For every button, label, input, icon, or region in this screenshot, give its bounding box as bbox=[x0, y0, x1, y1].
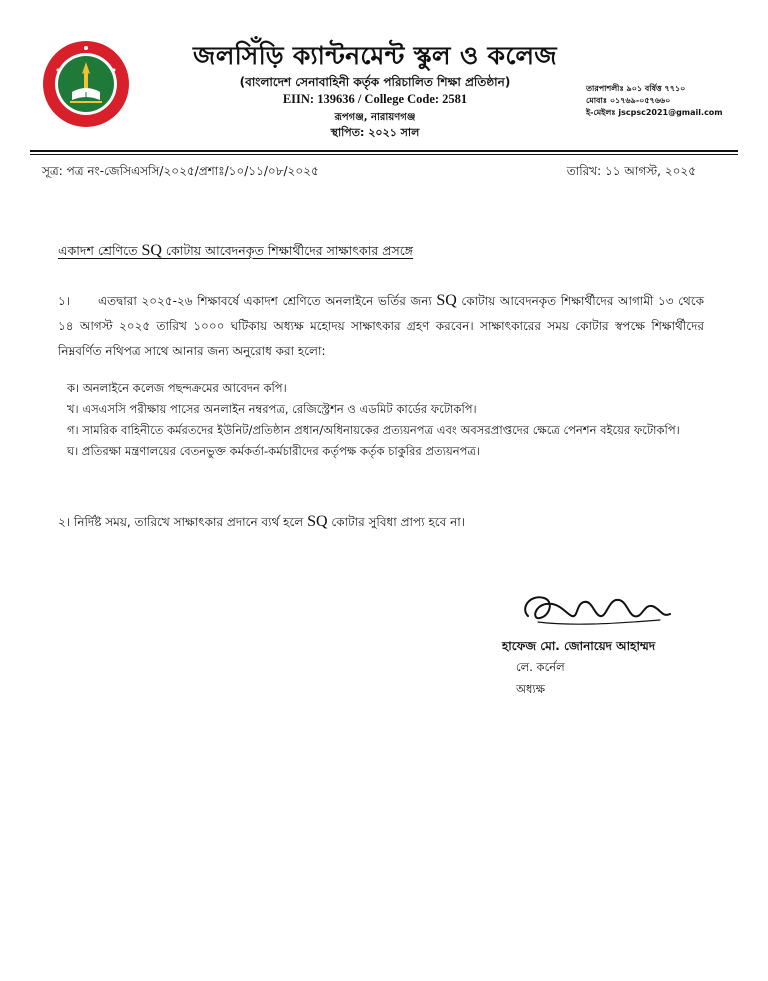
paragraph-2-text-a: ২। নির্দিষ্ট সময়, তারিখে সাক্ষাৎকার প্রদানে ব্যর্থ হলে bbox=[58, 515, 308, 529]
school-name: জলসিঁড়ি ক্যান্টনমেন্ট স্কুল ও কলেজ bbox=[193, 41, 557, 70]
list-item: ক। অনলাইনে কলেজ পছন্দক্রমের আবেদন কপি। bbox=[67, 381, 287, 395]
signatory-rank: লে. কর্নেল bbox=[516, 660, 565, 674]
mobile-line: মোবাঃ ০১৭৬৯-০৫৭৬৬০ bbox=[586, 96, 671, 105]
list-item: ঘ। প্রতিরক্ষা মন্ত্রণালয়ের বেতনভুক্ত কর্মকর্তা-কর্মচারীদের কর্তৃপক্ষ কর্তৃক চাকুরির প্রত্যয়নপত্র। bbox=[67, 444, 480, 458]
paragraph-1-number: ১। bbox=[58, 294, 71, 308]
paragraph-1 bbox=[58, 288, 704, 364]
school-subtitle: (বাংলাদেশ সেনাবাহিনী কর্তৃক পরিচালিত শিক্ষা প্রতিষ্ঠান) bbox=[239, 75, 511, 89]
subject-post: কোটায় আবেদনকৃত শিক্ষার্থীদের সাক্ষাৎকার প্রসঙ্গে bbox=[161, 243, 414, 258]
eiin-code: EIIN: 139636 / College Code: 2581 bbox=[282, 92, 468, 106]
paragraph-1-sq: SQ bbox=[436, 292, 457, 309]
document-list bbox=[67, 378, 707, 462]
paragraph-2-text-b: কোটার সুবিধা প্রাপ্য হবে না। bbox=[327, 515, 465, 529]
subject-sq: SQ bbox=[141, 242, 162, 259]
paragraph-2-sq: SQ bbox=[307, 513, 328, 530]
list-item: গ। সামরিক বাহিনীতে কর্মরতদের ইউনিট/প্রতিষ্ঠান প্রধান/অধিনায়কের প্রত্যয়নপত্র এবং অবসরপ্রাপ্তদের ক্ষেত্রে পেনশন বইয়ের ফটোকপি। bbox=[67, 423, 680, 437]
signatory-title: অধ্যক্ষ bbox=[516, 682, 546, 696]
school-logo bbox=[42, 40, 130, 128]
email-line: ই-মেইলঃ jscpsc2021@gmail.com bbox=[586, 108, 723, 117]
paragraph-1-text-b: কোটায় আবেদনকৃত শিক্ষার্থীদের আগামী ১৩ থেকে ১৪ আগস্ট ২০২৫ তারিখ ১০০০ ঘটিকায় অধ্যক্ষ মহোদয় সাক্ষাৎকার গ্রহণ করবেন। সাক্ষাৎকারের সময় কোটার স্বপক্ষে শিক্ষার্থীদের নিম্নবর্ণিত নথিপত্র সাথে আনার জন্য অনুরোধ করা হলো: bbox=[58, 294, 704, 358]
reference-number: সূত্র: পত্র নং-জেসিএসসি/২০২৫/প্রশাঃ/১০/১১/০৮/২০২৫ bbox=[42, 164, 319, 178]
school-location: রূপগঞ্জ, নারায়ণগঞ্জ bbox=[334, 112, 416, 123]
list-item: খ। এসএসসি পরীক্ষায় পাসের অনলাইন নম্বরপত্র, রেজিস্ট্রেশন ও এডমিট কার্ডের ফটোকপি। bbox=[67, 402, 477, 416]
established-year: স্থাপিত: ২০২১ সাল bbox=[330, 126, 420, 139]
header-divider bbox=[30, 150, 738, 152]
contact-block bbox=[586, 83, 723, 119]
signatory-name: হাফেজ মো. জোনায়েদ আহাম্মদ bbox=[502, 639, 656, 653]
subject-pre: একাদশ শ্রেণিতে bbox=[58, 243, 142, 258]
phone-line: তারপাশলীঃ ৯০১ বর্ষিত্ত ৭৭১০ bbox=[586, 84, 686, 93]
subject-line bbox=[58, 242, 413, 263]
header-divider-thin bbox=[30, 154, 738, 155]
paragraph-2 bbox=[58, 509, 704, 535]
paragraph-1-text-a: এতদ্বারা ২০২৫-২৬ শিক্ষাবর্ষে একাদশ শ্রেণিতে অনলাইনে ভর্তির জন্য bbox=[98, 294, 437, 308]
letter-date: তারিখ: ১১ আগস্ট, ২০২৫ bbox=[566, 164, 696, 178]
handwritten-signature bbox=[510, 586, 680, 634]
